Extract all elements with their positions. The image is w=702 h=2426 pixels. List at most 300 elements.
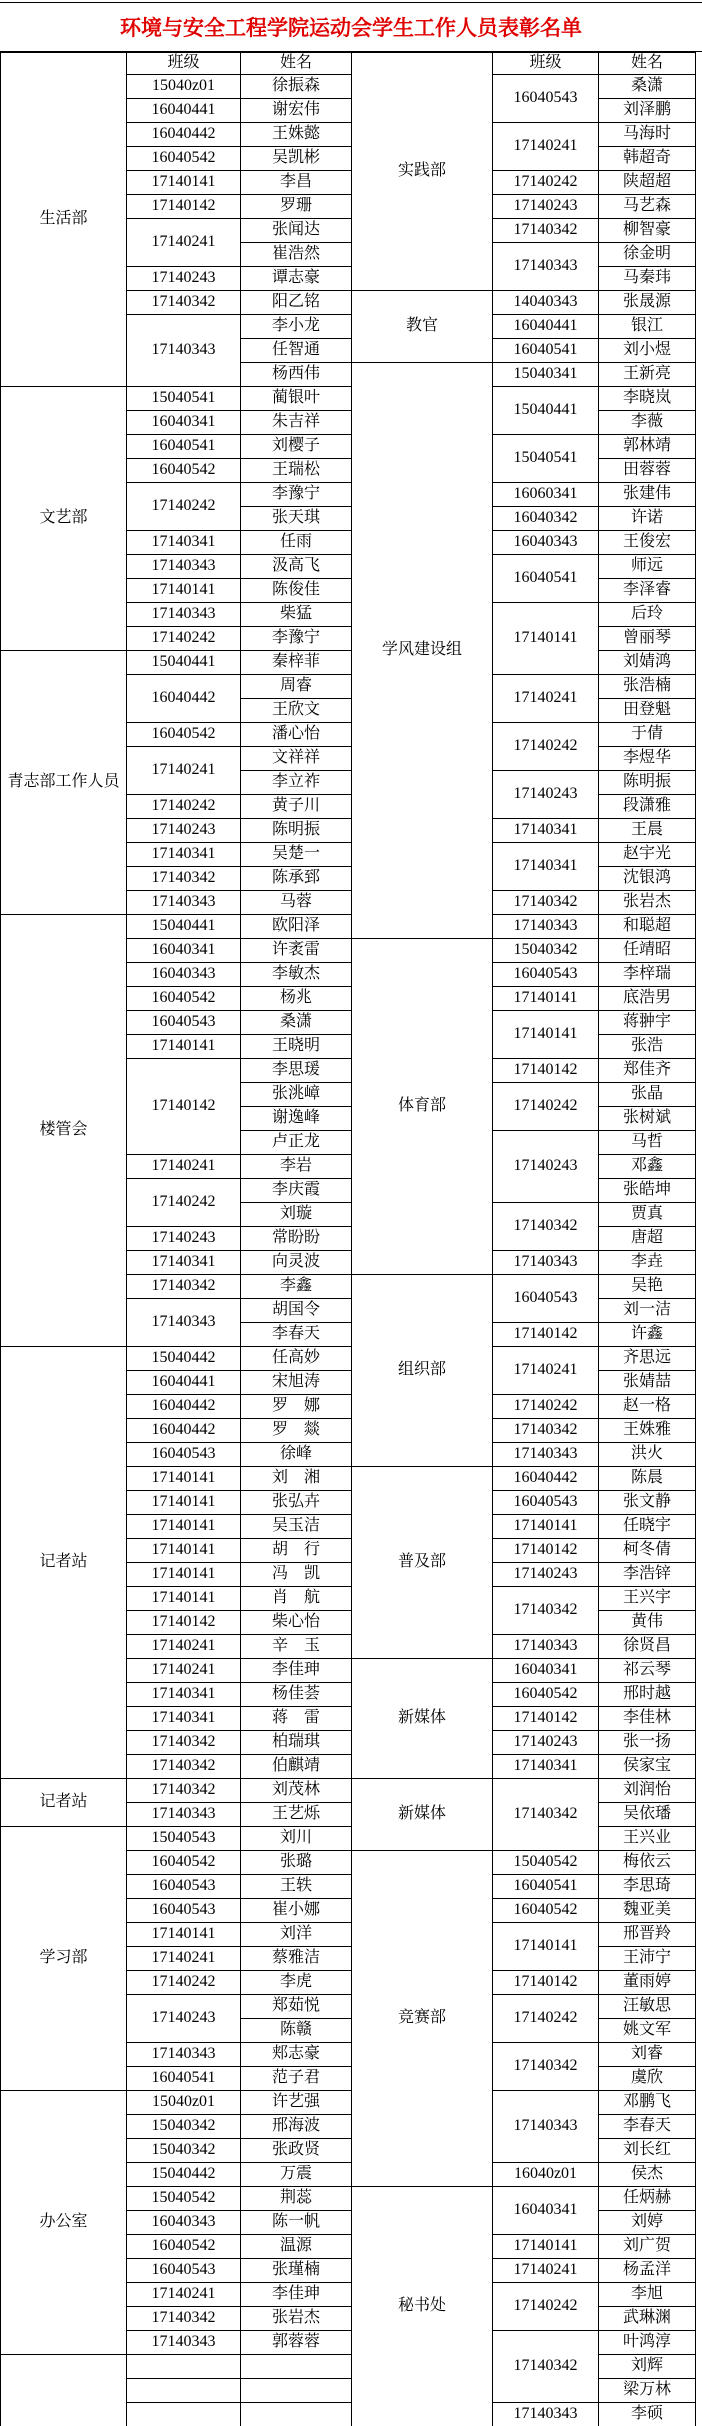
table-row <box>1 1347 696 1371</box>
class-cell: 17140141 <box>127 579 241 603</box>
header-row <box>1 53 696 75</box>
name-cell: 任雨 <box>241 531 352 555</box>
name-cell: 向灵波 <box>241 1251 352 1275</box>
class-cell: 17140141 <box>493 1515 599 1539</box>
name-cell: 底浩男 <box>599 987 696 1011</box>
name-cell: 赵一格 <box>599 1395 696 1419</box>
name-cell: 许袤雷 <box>241 939 352 963</box>
class-cell: 17140141 <box>127 1539 241 1563</box>
name-cell: 张文静 <box>599 1491 696 1515</box>
name-cell: 李豫宁 <box>241 627 352 651</box>
class-cell: 17140243 <box>127 267 241 291</box>
class-cell: 17140243 <box>127 819 241 843</box>
name-cell: 李春天 <box>599 2115 696 2139</box>
name-cell: 张岩杰 <box>599 891 696 915</box>
name-cell: 李浩锌 <box>599 1563 696 1587</box>
class-cell: 16040341 <box>493 1659 599 1683</box>
name-cell: 李思琦 <box>599 1875 696 1899</box>
name-cell: 王沛宁 <box>599 1947 696 1971</box>
class-cell: 17140141 <box>127 1923 241 1947</box>
class-cell: 16040541 <box>493 339 599 363</box>
class-cell: 17140141 <box>127 1515 241 1539</box>
class-cell: 17140243 <box>493 195 599 219</box>
class-cell: 17140343 <box>127 1299 241 1347</box>
name-cell: 李敏杰 <box>241 963 352 987</box>
class-cell: 15040542 <box>493 1851 599 1875</box>
name-cell: 刘茂林 <box>241 1779 352 1803</box>
class-cell: 16040542 <box>493 1899 599 1923</box>
name-cell: 徐贤昌 <box>599 1635 696 1659</box>
name-cell: 王姝懿 <box>241 123 352 147</box>
class-cell: 17140241 <box>493 675 599 723</box>
class-cell: 15040342 <box>127 2115 241 2139</box>
department-cell: 体育部 <box>352 939 493 1275</box>
name-cell: 罗 燚 <box>241 1419 352 1443</box>
class-cell: 15040342 <box>127 2139 241 2163</box>
name-cell: 姚文军 <box>599 2019 696 2043</box>
class-cell: 17140141 <box>127 1563 241 1587</box>
name-cell: 荆蕊 <box>241 2187 352 2211</box>
name-cell: 韩超奇 <box>599 147 696 171</box>
department-cell: 新媒体 <box>352 1779 493 1851</box>
class-cell: 17140342 <box>493 1203 599 1251</box>
class-cell: 16040541 <box>493 555 599 603</box>
name-cell: 陕超超 <box>599 171 696 195</box>
name-cell: 邓鑫 <box>599 1155 696 1179</box>
class-cell: 16060341 <box>493 483 599 507</box>
name-cell: 李硕 <box>599 2403 696 2426</box>
class-cell: 17140343 <box>493 915 599 939</box>
name-cell: 李豫宁 <box>241 483 352 507</box>
class-cell: 16040341 <box>127 411 241 435</box>
name-cell: 马蓉 <box>241 891 352 915</box>
class-cell: 16040541 <box>127 435 241 459</box>
class-cell: 17140142 <box>127 1059 241 1155</box>
name-cell: 后玲 <box>599 603 696 627</box>
name-cell: 卢正龙 <box>241 1131 352 1155</box>
name-cell: 王俊宏 <box>599 531 696 555</box>
name-cell: 李佳林 <box>599 1707 696 1731</box>
name-cell: 吴凯彬 <box>241 147 352 171</box>
name-cell: 黄伟 <box>599 1611 696 1635</box>
class-cell: 17140242 <box>493 171 599 195</box>
name-cell: 李垚 <box>599 1251 696 1275</box>
class-cell: 15040541 <box>493 435 599 483</box>
name-cell: 张闻达 <box>241 219 352 243</box>
class-cell: 15040442 <box>127 1347 241 1371</box>
name-cell: 万震 <box>241 2163 352 2187</box>
class-cell: 17140241 <box>493 2259 599 2283</box>
class-cell: 16040541 <box>493 1875 599 1899</box>
class-cell: 17140341 <box>127 1251 241 1275</box>
department-cell: 学风建设组 <box>352 363 493 939</box>
class-cell: 16040342 <box>493 507 599 531</box>
name-cell: 张一扬 <box>599 1731 696 1755</box>
class-cell: 16040542 <box>127 459 241 483</box>
class-cell: 17140342 <box>127 1779 241 1803</box>
name-cell: 赵宇光 <box>599 843 696 867</box>
class-cell: 16040441 <box>127 99 241 123</box>
name-cell <box>241 2379 352 2403</box>
name-header: 姓名 <box>241 53 352 75</box>
class-cell: 17140241 <box>127 219 241 267</box>
class-cell: 17140342 <box>127 291 241 315</box>
name-cell: 刘睿 <box>599 2043 696 2067</box>
class-cell: 16040541 <box>127 2067 241 2091</box>
name-cell: 许艺强 <box>241 2091 352 2115</box>
class-cell: 17140242 <box>493 2283 599 2331</box>
class-cell: 15040543 <box>127 1827 241 1851</box>
class-cell: 17140342 <box>127 1731 241 1755</box>
class-cell: 17140141 <box>127 171 241 195</box>
department-cell: 文艺部 <box>1 387 127 651</box>
class-cell: 17140341 <box>127 531 241 555</box>
name-cell: 师远 <box>599 555 696 579</box>
name-cell: 郑茹悦 <box>241 1995 352 2019</box>
class-cell: 17140343 <box>127 315 241 387</box>
name-cell: 徐金明 <box>599 243 696 267</box>
name-cell <box>241 2403 352 2426</box>
name-cell: 李薇 <box>599 411 696 435</box>
class-cell: 17140343 <box>493 1635 599 1659</box>
name-cell: 张政贤 <box>241 2139 352 2163</box>
name-cell: 谢逸峰 <box>241 1107 352 1131</box>
class-cell: 17140342 <box>493 2331 599 2403</box>
class-cell: 16040542 <box>127 987 241 1011</box>
name-cell: 伯麒靖 <box>241 1755 352 1779</box>
class-cell: 17140341 <box>493 819 599 843</box>
name-cell: 张建伟 <box>599 483 696 507</box>
name-cell: 刘婷 <box>599 2211 696 2235</box>
name-cell: 李虎 <box>241 1971 352 1995</box>
name-header: 姓名 <box>599 53 696 75</box>
department-cell: 记者站 <box>1 1347 127 1779</box>
name-cell: 任晓宇 <box>599 1515 696 1539</box>
class-cell: 16040z01 <box>493 2163 599 2187</box>
class-cell: 16040542 <box>493 1683 599 1707</box>
name-cell: 柏瑞琪 <box>241 1731 352 1755</box>
name-cell: 魏亚美 <box>599 1899 696 1923</box>
name-cell: 梅依云 <box>599 1851 696 1875</box>
name-cell: 柴心怡 <box>241 1611 352 1635</box>
name-cell: 崔浩然 <box>241 243 352 267</box>
class-cell: 17140243 <box>127 1227 241 1251</box>
name-cell: 于倩 <box>599 723 696 747</box>
class-cell: 17140342 <box>127 1275 241 1299</box>
department-cell: 楼管会 <box>1 915 127 1347</box>
name-cell: 陈一帆 <box>241 2211 352 2235</box>
class-cell: 16040543 <box>127 2259 241 2283</box>
name-cell: 刘润怡 <box>599 1779 696 1803</box>
class-cell: 17140241 <box>127 1635 241 1659</box>
class-cell: 17140142 <box>493 1971 599 1995</box>
name-cell: 郭林靖 <box>599 435 696 459</box>
class-cell: 17140242 <box>493 1995 599 2043</box>
name-cell: 刘泽鹏 <box>599 99 696 123</box>
name-cell: 郭蓉蓉 <box>241 2331 352 2355</box>
class-cell: 16040543 <box>127 1899 241 1923</box>
name-cell: 李煜华 <box>599 747 696 771</box>
class-cell: 17140341 <box>493 843 599 891</box>
class-cell: 17140342 <box>493 1587 599 1635</box>
name-cell: 王晓明 <box>241 1035 352 1059</box>
name-cell: 任智通 <box>241 339 352 363</box>
class-cell: 17140341 <box>127 843 241 867</box>
class-cell: 16040442 <box>127 1419 241 1443</box>
class-cell: 16040343 <box>127 963 241 987</box>
class-cell: 16040543 <box>493 1275 599 1323</box>
class-cell: 17140343 <box>493 1443 599 1467</box>
name-cell: 李泽睿 <box>599 579 696 603</box>
name-cell: 张瑾楠 <box>241 2259 352 2283</box>
name-cell: 张婧喆 <box>599 1371 696 1395</box>
name-cell: 汪敏思 <box>599 1995 696 2019</box>
name-cell: 罗珊 <box>241 195 352 219</box>
name-cell: 胡国令 <box>241 1299 352 1323</box>
name-cell: 郑佳齐 <box>599 1059 696 1083</box>
name-cell: 许鑫 <box>599 1323 696 1347</box>
name-cell: 罗 娜 <box>241 1395 352 1419</box>
class-cell: 15040z01 <box>127 2091 241 2115</box>
name-cell: 王姝雅 <box>599 1419 696 1443</box>
name-cell: 张弘卉 <box>241 1491 352 1515</box>
name-cell: 李旭 <box>599 2283 696 2307</box>
class-cell: 17140141 <box>127 1467 241 1491</box>
class-cell: 16040543 <box>493 75 599 123</box>
name-cell: 贾真 <box>599 1203 696 1227</box>
name-cell: 柳智豪 <box>599 219 696 243</box>
department-cell: 学习部 <box>1 1827 127 2091</box>
class-cell: 17140343 <box>493 243 599 291</box>
class-cell: 17140141 <box>127 1491 241 1515</box>
name-cell: 杨西伟 <box>241 363 352 387</box>
name-cell: 吴楚一 <box>241 843 352 867</box>
name-cell: 李岩 <box>241 1155 352 1179</box>
name-cell: 银江 <box>599 315 696 339</box>
class-header: 班级 <box>127 53 241 75</box>
table-row <box>1 2091 696 2115</box>
class-cell: 17140142 <box>127 195 241 219</box>
name-cell: 崔小娜 <box>241 1899 352 1923</box>
name-cell: 邢海波 <box>241 2115 352 2139</box>
class-cell: 17140343 <box>127 1803 241 1827</box>
name-cell: 马艺森 <box>599 195 696 219</box>
class-cell: 17140342 <box>493 1779 599 1851</box>
name-cell: 汲高飞 <box>241 555 352 579</box>
name-cell: 陈明振 <box>599 771 696 795</box>
name-cell: 邢晋羚 <box>599 1923 696 1947</box>
name-cell: 谭志豪 <box>241 267 352 291</box>
name-cell: 虞欣 <box>599 2067 696 2091</box>
name-cell: 吴依璠 <box>599 1803 696 1827</box>
class-cell: 17140142 <box>127 1611 241 1635</box>
class-cell: 17140341 <box>493 1755 599 1779</box>
name-cell: 杨佳荟 <box>241 1683 352 1707</box>
class-cell: 16040542 <box>127 147 241 171</box>
name-cell: 杨兆 <box>241 987 352 1011</box>
name-cell: 郏志豪 <box>241 2043 352 2067</box>
class-cell: 16040343 <box>493 531 599 555</box>
name-cell: 蔺银叶 <box>241 387 352 411</box>
class-cell: 17140243 <box>493 1731 599 1755</box>
name-cell: 肖 航 <box>241 1587 352 1611</box>
name-cell: 胡 行 <box>241 1539 352 1563</box>
class-cell: 17140243 <box>127 1995 241 2043</box>
name-cell: 徐峰 <box>241 1443 352 1467</box>
name-cell: 徐振森 <box>241 75 352 99</box>
class-cell: 16040341 <box>127 939 241 963</box>
class-cell <box>127 2379 241 2403</box>
name-cell: 侯家宝 <box>599 1755 696 1779</box>
class-cell: 16040543 <box>493 1491 599 1515</box>
class-cell: 17140242 <box>493 1083 599 1131</box>
name-cell: 沈银鸿 <box>599 867 696 891</box>
name-cell: 齐思远 <box>599 1347 696 1371</box>
table-row <box>1 915 696 939</box>
name-cell: 蒋 雷 <box>241 1707 352 1731</box>
class-cell: 17140241 <box>127 2283 241 2307</box>
name-cell: 邢时越 <box>599 1683 696 1707</box>
name-cell: 李庆霞 <box>241 1179 352 1203</box>
name-cell: 李立祚 <box>241 771 352 795</box>
class-cell: 16040341 <box>493 2187 599 2235</box>
class-cell: 17140342 <box>493 2043 599 2091</box>
class-cell: 17140343 <box>493 2403 599 2426</box>
name-cell: 张洮嶂 <box>241 1083 352 1107</box>
class-cell: 15040441 <box>127 651 241 675</box>
name-cell: 柴猛 <box>241 603 352 627</box>
class-cell: 17140241 <box>493 123 599 171</box>
name-cell: 李佳珅 <box>241 1659 352 1683</box>
class-cell: 17140342 <box>127 867 241 891</box>
department-cell: 秘书处 <box>352 2187 493 2426</box>
name-cell: 王晨 <box>599 819 696 843</box>
name-cell: 常盼盼 <box>241 1227 352 1251</box>
name-cell: 桑潇 <box>599 75 696 99</box>
name-cell: 洪火 <box>599 1443 696 1467</box>
class-cell: 16040441 <box>127 1371 241 1395</box>
class-cell: 17140342 <box>127 1755 241 1779</box>
class-cell: 17140243 <box>493 771 599 819</box>
name-cell: 冯 凯 <box>241 1563 352 1587</box>
name-cell: 张树斌 <box>599 1107 696 1131</box>
name-cell <box>241 2355 352 2379</box>
name-cell: 李佳珅 <box>241 2283 352 2307</box>
class-cell: 17140343 <box>127 891 241 915</box>
name-cell: 阳乙铭 <box>241 291 352 315</box>
name-cell: 张晶 <box>599 1083 696 1107</box>
name-cell: 李晓岚 <box>599 387 696 411</box>
name-cell: 刘洋 <box>241 1923 352 1947</box>
class-cell: 16040441 <box>493 315 599 339</box>
commendation-table <box>0 52 696 2426</box>
name-cell: 刘樱子 <box>241 435 352 459</box>
name-cell: 任靖昭 <box>599 939 696 963</box>
class-cell: 17140141 <box>493 2235 599 2259</box>
name-cell: 马秦玮 <box>599 267 696 291</box>
name-cell: 马海时 <box>599 123 696 147</box>
class-cell: 16040543 <box>127 1011 241 1035</box>
department-cell: 记者站 <box>1 1779 127 1827</box>
name-cell: 吴玉洁 <box>241 1515 352 1539</box>
name-cell: 陈承郅 <box>241 867 352 891</box>
class-cell: 15040341 <box>493 363 599 387</box>
class-cell: 15040441 <box>493 387 599 435</box>
name-cell: 陈赣 <box>241 2019 352 2043</box>
class-cell: 16040343 <box>127 2211 241 2235</box>
name-cell: 文祥祥 <box>241 747 352 771</box>
department-cell: 普及部 <box>352 1467 493 1659</box>
name-cell: 宋旭涛 <box>241 1371 352 1395</box>
class-cell: 17140141 <box>493 603 599 675</box>
name-cell: 王艺烁 <box>241 1803 352 1827</box>
class-cell <box>127 2403 241 2426</box>
class-cell <box>127 2355 241 2379</box>
name-cell: 黄子川 <box>241 795 352 819</box>
name-cell: 梁万林 <box>599 2379 696 2403</box>
name-cell: 李昌 <box>241 171 352 195</box>
name-cell: 陈晨 <box>599 1467 696 1491</box>
class-cell: 17140241 <box>127 747 241 795</box>
name-cell: 唐超 <box>599 1227 696 1251</box>
name-cell: 段潇雅 <box>599 795 696 819</box>
class-cell: 15040541 <box>127 387 241 411</box>
class-cell: 17140141 <box>493 1923 599 1971</box>
name-cell: 柯冬倩 <box>599 1539 696 1563</box>
class-cell: 17140243 <box>493 1131 599 1203</box>
department-cell: 办公室 <box>1 2091 127 2355</box>
class-cell: 17140342 <box>493 219 599 243</box>
class-cell: 16040542 <box>127 2235 241 2259</box>
name-cell: 侯杰 <box>599 2163 696 2187</box>
name-cell: 刘 湘 <box>241 1467 352 1491</box>
class-cell: 15040z01 <box>127 75 241 99</box>
class-cell: 17140241 <box>127 1659 241 1683</box>
name-cell: 李鑫 <box>241 1275 352 1299</box>
class-cell: 16040442 <box>127 123 241 147</box>
name-cell: 桑潇 <box>241 1011 352 1035</box>
name-cell: 蔡雅洁 <box>241 1947 352 1971</box>
department-cell: 新媒体 <box>352 1659 493 1779</box>
class-cell: 16040543 <box>127 1443 241 1467</box>
table-row <box>1 1779 696 1803</box>
class-cell: 17140141 <box>127 1587 241 1611</box>
class-cell: 16040442 <box>493 1467 599 1491</box>
class-cell: 17140142 <box>493 1323 599 1347</box>
name-cell: 张岩杰 <box>241 2307 352 2331</box>
class-cell: 17140242 <box>127 1179 241 1227</box>
name-cell: 李梓瑞 <box>599 963 696 987</box>
class-cell: 15040441 <box>127 915 241 939</box>
department-cell: 生活部 <box>1 53 127 387</box>
name-cell: 武琳渊 <box>599 2307 696 2331</box>
name-cell: 刘小煜 <box>599 339 696 363</box>
name-cell: 任高妙 <box>241 1347 352 1371</box>
name-cell: 秦梓菲 <box>241 651 352 675</box>
class-cell: 17140242 <box>127 483 241 531</box>
table-row <box>1 387 696 411</box>
class-cell: 17140242 <box>127 1971 241 1995</box>
name-cell: 李春天 <box>241 1323 352 1347</box>
department-cell: 竞赛部 <box>352 1851 493 2187</box>
class-cell: 17140342 <box>127 2307 241 2331</box>
name-cell: 陈明振 <box>241 819 352 843</box>
department-cell: 实践部 <box>352 53 493 291</box>
name-cell: 吴艳 <box>599 1275 696 1299</box>
name-cell: 马哲 <box>599 1131 696 1155</box>
class-cell: 15040542 <box>127 2187 241 2211</box>
name-cell: 杨孟洋 <box>599 2259 696 2283</box>
